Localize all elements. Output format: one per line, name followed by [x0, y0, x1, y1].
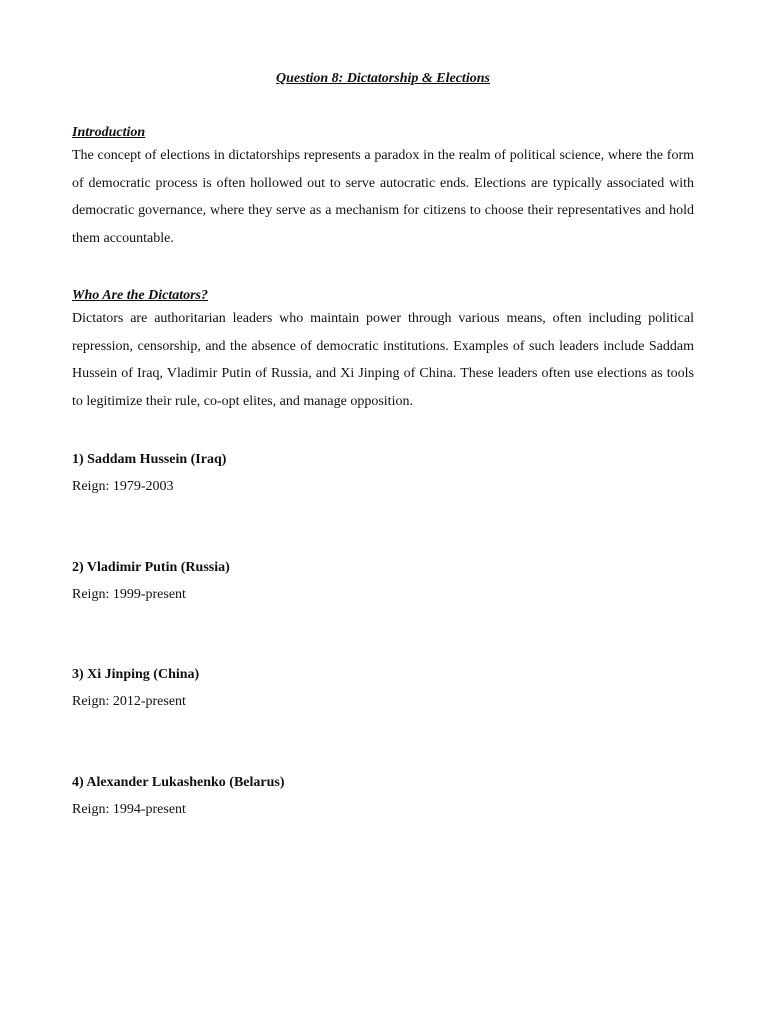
leader-name: 1) Saddam Hussein (Iraq)	[72, 452, 227, 467]
who-are-dictators-paragraph: Dictators are authoritarian leaders who maintain power through various means, often including political repression, censorship, and the absence of democratic institutions. Examples of such leaders include Saddam Hussein of Iraq, Vladimir Putin of Russia, and Xi Jinping of China. These leaders often use elections as tools to legitimize their rule, co-opt elites, and manage opposition.	[72, 311, 694, 409]
leader-name: 3) Xi Jinping (China)	[72, 667, 200, 682]
who-are-dictators-heading: Who Are the Dictators?	[72, 288, 208, 303]
document-title: Question 8: Dictatorship & Elections	[276, 71, 490, 86]
leader-reign: Reign: 1994-present	[72, 802, 186, 817]
who-are-dictators-section	[72, 287, 694, 415]
leader-entry	[72, 774, 694, 819]
introduction-paragraph: The concept of elections in dictatorships represents a paradox in the realm of political science, where the form of democratic process is often hollowed out to serve autocratic ends. Elections are typically associated with democratic governance, where they serve as a mechanism for citizens to choose their representatives and hold them accountable.	[72, 148, 694, 246]
leader-reign: Reign: 1999-present	[72, 587, 186, 602]
leader-reign: Reign: 2012-present	[72, 694, 186, 709]
leader-entry	[72, 666, 694, 711]
leader-name: 2) Vladimir Putin (Russia)	[72, 560, 230, 575]
introduction-section	[72, 124, 694, 252]
leader-reign: Reign: 1979-2003	[72, 479, 174, 494]
document-page	[72, 0, 694, 1024]
leader-entry	[72, 451, 694, 496]
leader-entry	[72, 559, 694, 604]
introduction-heading: Introduction	[72, 125, 146, 140]
leader-name: 4) Alexander Lukashenko (Belarus)	[72, 775, 285, 790]
